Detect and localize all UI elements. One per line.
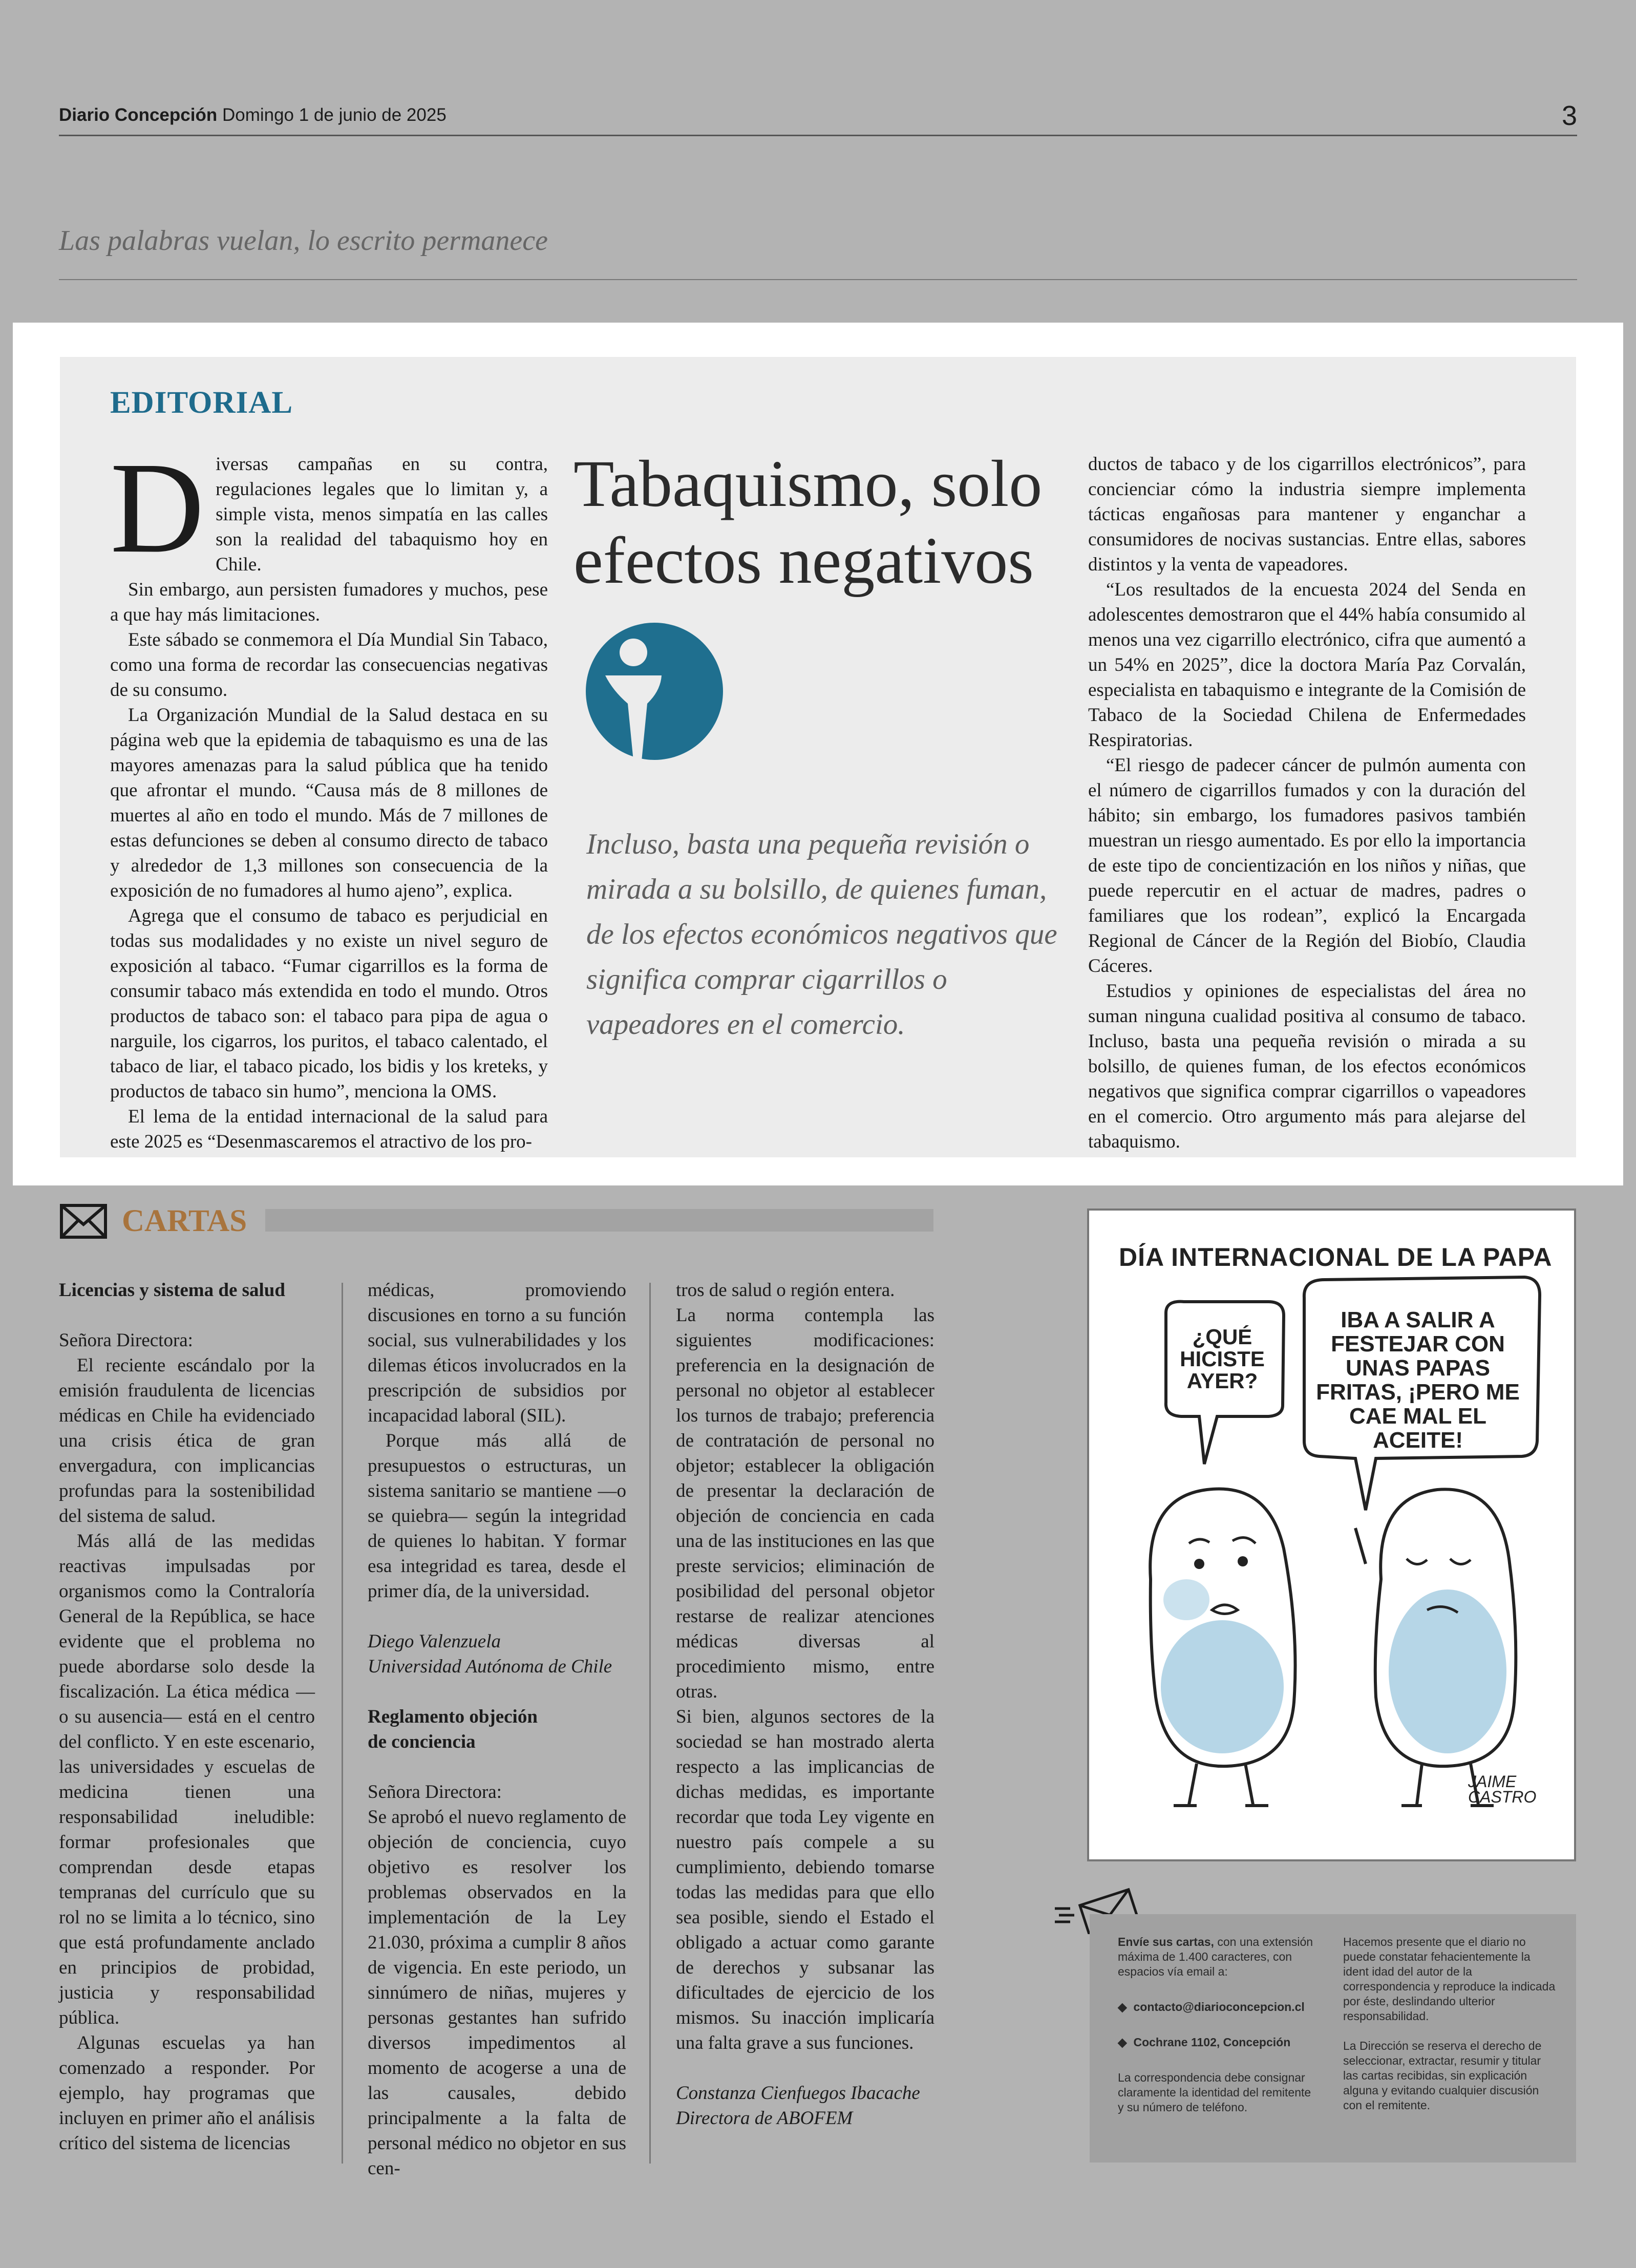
editorial-paragraph: Este sábado se conmemora el Día Mundial Sin Tabaco, como una forma de recordar las consecuencias negativas de su consumo.: [110, 629, 548, 701]
editorial-paragraph: Estudios y opiniones de especialistas del área no suman ninguna cualidad positiva al consumo de tabaco. Incluso, basta una pequeña revisión o mirada a su bolsillo, de quienes fuman, de los efectos económicos negativos que significa comprar cigarrillos o vapeadores en el comercio. Otro argumento más para alejarse del tabaquismo.: [1088, 981, 1526, 1152]
letter-paragraph: Se aprobó el nuevo reglamento de objeción de conciencia, cuyo objetivo es resolver los problemas observados en la implementación de la Ley 21.030, próxima a cumplir 8 años de vigencia. En este periodo, un sinnúmero de niñas, mujeres y personas gestantes han sufrido diversos impedimentos al momento de acogerse a una de las causales, debido principalmente a la falta de personal médico no objetor en sus cen-: [368, 1807, 626, 2179]
tagline-rule: [59, 279, 1577, 280]
info-intro: con una extensión máxima de 1.400 caracteres, con espacios vía email a:: [1118, 1935, 1313, 1978]
letter-signature-name: Diego Valenzuela: [368, 1631, 501, 1652]
letters-info-box: [1090, 1914, 1576, 2163]
editorial-paragraph: La Organización Mundial de la Salud destaca en su página web que la epidemia de tabaquismo es una de las mayores amenazas para la salud pública que ha tenido que afrontar el mundo. “Causa más de 8 millones de muertes al año en todo el mundo. Más de 7 millones de estas defunciones se deben al consumo directo de tabaco y alrededor de 1,3 millones son consecuencia de la exposición de no fumadores al humo ajeno”, explica.: [110, 705, 548, 901]
editorial-paragraph: “El riesgo de padecer cáncer de pulmón aumenta con el número de cigarrillos fumados y con la duración del hábito; sin embargo, los fumadores pasivos también muestran un riesgo aumentado. Es por ello la importancia de este tipo de concientización en los niños y niñas, que puede repercutir en el actuar de madres, padres o familiares que los rodean”, explicó la Encargada Regional de Cáncer de la Región del Biobío, Claudia Cáceres.: [1088, 755, 1526, 977]
cartas-header-bar: [265, 1209, 933, 1232]
paper-name: Diario Concepción: [59, 105, 218, 125]
letter-paragraph: La norma contempla las siguientes modificaciones: preferencia en la designación de personal no objetor al establecer los turnos de trabajo; preferencia de contratación de personal no objetor; establecer la obligación de presentar la declaración de objeción de conciencia en cada una de las instituciones en las que preste servicios; eliminación de posibilidad del personal objetor restarse de realizar atenciones médicas diversas al procedimiento mismo, entre otras.: [676, 1305, 934, 1702]
info-icon: [585, 622, 724, 766]
letter-salutation: Señora Directora:: [368, 1782, 502, 1803]
letters-column-2: [368, 1278, 626, 2181]
drop-cap: D: [110, 436, 205, 580]
masthead: [59, 105, 447, 125]
info-note: Hacemos presente que el diario no puede constatar fehacientemente la ident idad del autor de la correspondencia y reproduce la indicada por éste, deslindando ulterior responsabilidad.: [1343, 1935, 1556, 2023]
cartoon: [1087, 1209, 1576, 1861]
letter-signature-org: Directora de ABOFEM: [676, 2108, 853, 2129]
letter-paragraph: El reciente escándalo por la emisión fraudulenta de licencias médicas en Chile ha evidenciado una crisis ética de gran envergadura, con implicancias profundas para la sostenibilidad del sistema de salud.: [59, 1355, 315, 1527]
letter-paragraph: tros de salud o región entera.: [676, 1280, 895, 1301]
info-intro-bold: Envíe sus cartas,: [1118, 1935, 1214, 1948]
info-note: La Dirección se reserva el derecho de seleccionar, extractar, resumir y titular las cartas recibidas, sin explicación alguna y evitando cualquier discusión con el remitente.: [1343, 2039, 1542, 2112]
pull-quote: Incluso, basta una pequeña revisión o mirada a su bolsillo, de quienes fuman, de los efectos económicos negativos que significa comprar cigarrillos o vapeadores en el comercio.: [586, 828, 1057, 1041]
letter-paragraph: Porque más allá de presupuestos o estructuras, un sistema sanitario se mantiene —o se quiebra— según la integridad de quienes lo habitan. Y formar esa integridad es tarea, desde el primer día, de la universidad.: [368, 1430, 626, 1602]
column-divider: [649, 1283, 651, 2164]
speech-bubble-left-text: ¿QUÉ HICISTE AYER?: [1180, 1325, 1265, 1393]
cartoon-title: DÍA INTERNACIONAL DE LA PAPA: [1119, 1243, 1553, 1271]
editorial-column-1: [110, 436, 548, 1154]
letter-signature-org: Universidad Autónoma de Chile: [368, 1656, 612, 1677]
column-divider: [342, 1283, 343, 2164]
editorial-paragraph: Sin embargo, aun persisten fumadores y muchos, pese a que hay más limitaciones.: [110, 579, 548, 625]
cartas-label: CARTAS: [122, 1204, 247, 1238]
editorial-paragraph: El lema de la entidad internacional de la salud para este 2025 es “Desenmascaremos el atractivo de los pro-: [110, 1106, 548, 1152]
envelope-icon: [60, 1204, 107, 1239]
contact-address: Cochrane 1102, Concepción: [1133, 2036, 1291, 2049]
letter-paragraph: médicas, promoviendo discusiones en torno a su función social, sus vulnerabilidades y los dilemas éticos involucrados en la prescripción de subsidios por incapacidad laboral (SIL).: [368, 1280, 626, 1426]
editorial-paragraph: Diversas campañas en su contra, regulaciones legales que lo limitan y, a simple vista, menos simpatía en las calles son la realidad del tabaquismo hoy en Chile.: [110, 436, 548, 580]
letters-column-3: [676, 1278, 934, 2131]
info-right-column: [1343, 1935, 1558, 2128]
page-number: 3: [1561, 100, 1577, 131]
headline-line: Tabaquismo, solo: [573, 447, 1043, 521]
editorial-paragraph: ductos de tabaco y de los cigarrillos electrónicos”, para concienciar cómo la industria siempre implementa tácticas engañosas para mantener y enganchar a consumidores de nocivas sustancias. Entre ellas, sabores distintos y la venta de vapeadores.: [1088, 454, 1526, 575]
info-note: La correspondencia debe consignar claramente la identidad del remitente y su número de teléfono.: [1118, 2071, 1311, 2114]
info-left-column: Envíe sus cartas, con una extensión máxima de 1.400 caracteres, con espacios vía email a: ◆ contacto@diarioconcepcion.cl ◆ Cochrane 1102, Concepción La correspondencia debe consignar claramente la identidad del remitente y su número de teléfono.: [1118, 1935, 1320, 2130]
editorial-column-3: [1088, 452, 1526, 1154]
letter-salutation: Señora Directora:: [59, 1330, 193, 1351]
headline-line: efectos negativos: [573, 524, 1034, 598]
editorial-label: EDITORIAL: [110, 386, 293, 420]
letter-title: Reglamento objeción: [368, 1706, 538, 1727]
letter-paragraph: Si bien, algunos sectores de la sociedad se han mostrado alerta respecto a las implicancias de dichas medidas, es importante recordar que toda Ley vigente en nuestro país compele a su cumplimiento, debiendo tomarse todas las medidas para que ello sea posible, siendo el Estado el obligado a actuar como garante de derechos y subsanar las dificultades de ejercicio de los mismos. Su inacción implicaría una falta grave a sus funciones.: [676, 1706, 934, 2053]
editorial-headline: [573, 446, 1075, 599]
editorial-paragraph: “Los resultados de la encuesta 2024 del Senda en adolescentes demostraron que el 44% había consumido al menos una vez cigarrillo electrónico, cifra que aumentó a un 54% en 2025”, dice la doctora María Paz Corvalán, especialista en tabaquismo e integrante de la Comisión de Tabaco de la Sociedad Chilena de Enfermedades Respiratorias.: [1088, 579, 1526, 751]
speech-bubble-right-text: IBA A SALIR A FESTEJAR CON UNAS PAPAS FRITAS, ¡PERO ME CAE MAL EL ACEITE!: [1316, 1307, 1520, 1453]
letter-title: de conciencia: [368, 1731, 476, 1752]
letter-title: Licencias y sistema de salud: [59, 1280, 285, 1301]
letter-signature-name: Constanza Cienfuegos Ibacache: [676, 2083, 920, 2104]
editorial-paragraph: Agrega que el consumo de tabaco es perjudicial en todas sus modalidades y no existe un nivel seguro de exposición al tabaco. “Fumar cigarrillos es la forma de consumir tabaco más extendida en todo el mundo. Otros productos de tabaco son: el tabaco para pipa de agua o narguile, los cigarros, los puritos, el tabaco calentado, el tabaco de liar, el tabaco picado, los bidis y los kreteks, y productos de tabaco sin humo”, menciona la OMS.: [110, 905, 548, 1102]
issue-date: Domingo 1 de junio de 2025: [222, 105, 447, 125]
letters-column-1: [59, 1278, 315, 2156]
header-rule: [59, 135, 1577, 136]
letter-paragraph: Más allá de las medidas reactivas impulsadas por organismos como la Contraloría General de la República, se hace evidente que el problema no puede abordarse solo desde la fiscalización. La ética médica —o su ausencia— está en el centro del conflicto. Y en este escenario, las universidades y escuelas de medicina tienen una responsabilidad ineludible: formar profesionales que comprendan desde etapas tempranas del currículo que su rol no se limita a lo técnico, sino que está profundamente anclado en principios de probidad, justicia y responsabilidad pública.: [59, 1531, 315, 2028]
cartoonist-signature: JAIME CASTRO: [1468, 1772, 1537, 1806]
contact-email[interactable]: contacto@diarioconcepcion.cl: [1133, 2000, 1305, 2013]
section-tagline: Las palabras vuelan, lo escrito permanece: [59, 225, 548, 257]
letter-paragraph: Algunas escuelas ya han comenzado a responder. Por ejemplo, hay programas que incluyen en primer año el análisis crítico del sistema de licencias: [59, 2032, 315, 2154]
